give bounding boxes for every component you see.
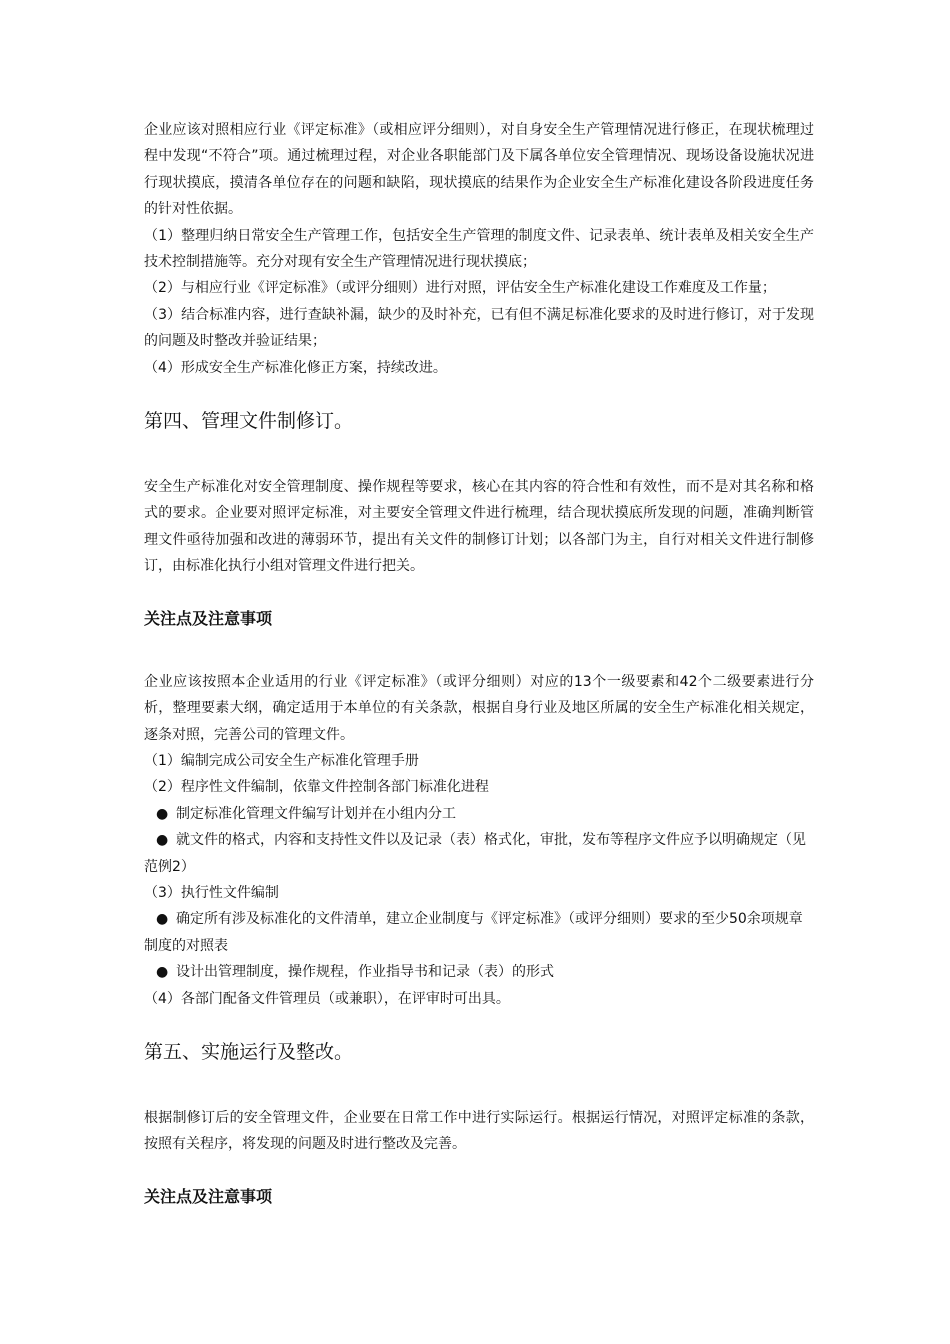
bullet-item [144,906,814,959]
bullet-icon: ● [156,832,169,849]
bullet-item [144,827,814,880]
document-page [144,117,814,1210]
section-5-notes-title: 关注点及注意事项 [144,1186,273,1206]
section-4-notes-body: 企业应该按照本企业适用的行业《评定标准》（或评分细则）对应的13个一级要素和42个二级要素进行分析，整理要素大纲，确定适用于本单位的有关条款，根据自身行业及地区所属的安全生产标准化相关规定，逐条对照，完善公司的管理文件。 [144,673,814,743]
section-5-heading: 第五、实施运行及整改。 [144,1040,354,1063]
step-item-1: （1）整理归纳日常安全生产管理工作，包括安全生产管理的制度文件、记录表单、统计表单及相关安全生产技术控制措施等。充分对现有安全生产管理情况进行现状摸底； [144,227,814,271]
doc-list-item-4: （4）各部门配备文件管理员（或兼职），在评审时可出具。 [144,990,510,1007]
step-item-4: （4）形成安全生产标准化修正方案，持续改进。 [144,359,447,376]
step-item-2: （2）与相应行业《评定标准》（或评分细则）进行对照，评估安全生产标准化建设工作难度及工作量； [144,280,776,297]
section-4-body: 安全生产标准化对安全管理制度、操作规程等要求，核心在其内容的符合性和有效性，而不是对其名称和格式的要求。企业要对照评定标准，对主要安全管理文件进行梳理，结合现状摸底所发现的问题，准确判断管理文件亟待加强和改进的薄弱环节，提出有关文件的制修订计划；以各部门为主，自行对相关文件进行制修订，由标准化执行小组对管理文件进行把关。 [144,479,814,575]
doc-list-item-3: （3）执行性文件编制 [144,884,279,901]
bullet-item [144,801,814,827]
step-item-3: （3）结合标准内容，进行查缺补漏，缺少的及时补充，已有但不满足标准化要求的及时进行修订，对于发现的问题及时整改并验证结果； [144,306,814,350]
bullet-text: 就文件的格式，内容和支持性文件以及记录（表）格式化，审批，发布等程序文件应予以明确规定（见范例2） [144,832,806,875]
doc-list-item-1: （1）编制完成公司安全生产标准化管理手册 [144,752,419,769]
bullet-text: 设计出管理制度，操作规程，作业指导书和记录（表）的形式 [176,964,554,981]
bullet-text: 制定标准化管理文件编写计划并在小组内分工 [176,805,456,822]
bullet-text: 确定所有涉及标准化的文件清单，建立企业制度与《评定标准》（或评分细则）要求的至少50余项规章制度的对照表 [144,911,803,954]
intro-paragraph: 企业应该对照相应行业《评定标准》（或相应评分细则），对自身安全生产管理情况进行修正，在现状梳理过程中发现“不符合”项。通过梳理过程，对企业各职能部门及下属各单位安全管理情况、现场设备设施状况进行现状摸底，摸清各单位存在的问题和缺陷，现状摸底的结果作为企业安全生产标准化建设各阶段进度任务的针对性依据。 [144,122,814,218]
bullet-icon: ● [156,964,169,981]
section-5-body: 根据制修订后的安全管理文件，企业要在日常工作中进行实际运行。根据运行情况，对照评定标准的条款，按照有关程序，将发现的问题及时进行整改及完善。 [144,1109,814,1153]
section-4-heading: 第四、管理文件制修订。 [144,410,354,433]
bullet-item [144,959,814,985]
bullet-icon: ● [156,805,169,822]
section-4-notes-title: 关注点及注意事项 [144,608,273,628]
doc-list-item-2: （2）程序性文件编制，依靠文件控制各部门标准化进程 [144,779,489,796]
bullet-icon: ● [156,911,169,928]
